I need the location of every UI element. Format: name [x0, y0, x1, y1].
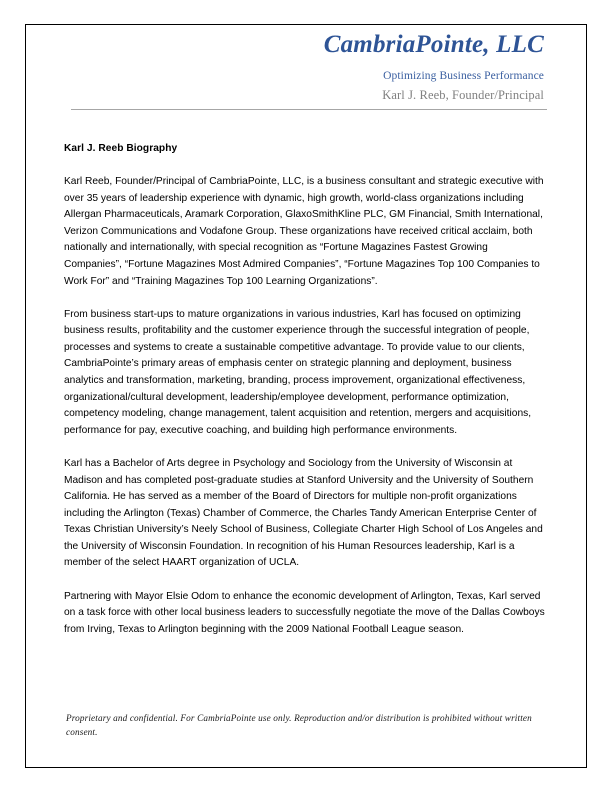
- company-tagline: Optimizing Business Performance: [383, 70, 544, 82]
- page-title: Karl J. Reeb Biography: [64, 143, 178, 154]
- letterhead-person-title: Karl J. Reeb, Founder/Principal: [382, 88, 544, 102]
- body-paragraph: From business start-ups to mature organizations in various industries, Karl has focused on optimizing business results, profitability and the customer experience through the successful integration of people, processes and systems to create a sustainable competitive advantage. To provide value to our clients, CambriaPointe’s primary areas of emphasis center on strategic planning and deployment, business analytics and transformation, marketing, branding, process improvement, organizational effectiveness, organizational/cultural development, leadership/employee development, performance optimization, competency modeling, change management, talent acquisition and retention, mergers and acquisitions, performance for pay, executive coaching, and building high performance environments.: [64, 308, 532, 436]
- body-paragraph: Karl Reeb, Founder/Principal of CambriaPointe, LLC, is a business consultant and strategic executive with over 35 years of leadership experience with dynamic, high growth, world-class organizations including Allergan Pharmaceuticals, Aramark Corporation, GlaxoSmithKline PLC, GM Financial, Smith International, Verizon Communications and Vodafone Group. These organizations have received critical acclaim, both nationally and internationally, with special recognition as “Fortune Magazines Fastest Growing Companies”, “Fortune Magazines Most Admired Companies”, “Fortune Magazines Top 100 Companies to Work For” and “Training Magazines Top 100 Learning Organizations”.: [64, 176, 544, 287]
- company-name: CambriaPointe, LLC: [323, 31, 544, 58]
- body-paragraph: Partnering with Mayor Elsie Odom to enhance the economic development of Arlington, Texas, Karl served on a task force with other local business leaders to successfully negotiate the move of the Dallas Cowboys from Irving, Texas to Arlington beginning with the 2009 National Football League season.: [64, 590, 545, 635]
- body-paragraph: Karl has a Bachelor of Arts degree in Psychology and Sociology from the University of Wisconsin at Madison and has completed post-graduate studies at Stanford University and the University of Southern California. He has served as a member of the Board of Directors for multiple non-profit organizations including the Arlington (Texas) Chamber of Commerce, the Charles Tandy American Enterprise Center of Texas Christian University’s Neely School of Business, Collegiate Charter High School of Los Angeles and the University of Wisconsin Foundation. In recognition of his Human Resources leadership, Karl is a member of the select HAART organization of UCLA.: [64, 457, 543, 569]
- document-body: [64, 143, 548, 638]
- document-page: [25, 24, 587, 768]
- confidentiality-footer: Proprietary and confidential. For CambriaPointe use only. Reproduction and/or distribution is prohibited without written consent.: [66, 713, 532, 737]
- letterhead: [26, 25, 586, 111]
- header-divider: [71, 109, 547, 110]
